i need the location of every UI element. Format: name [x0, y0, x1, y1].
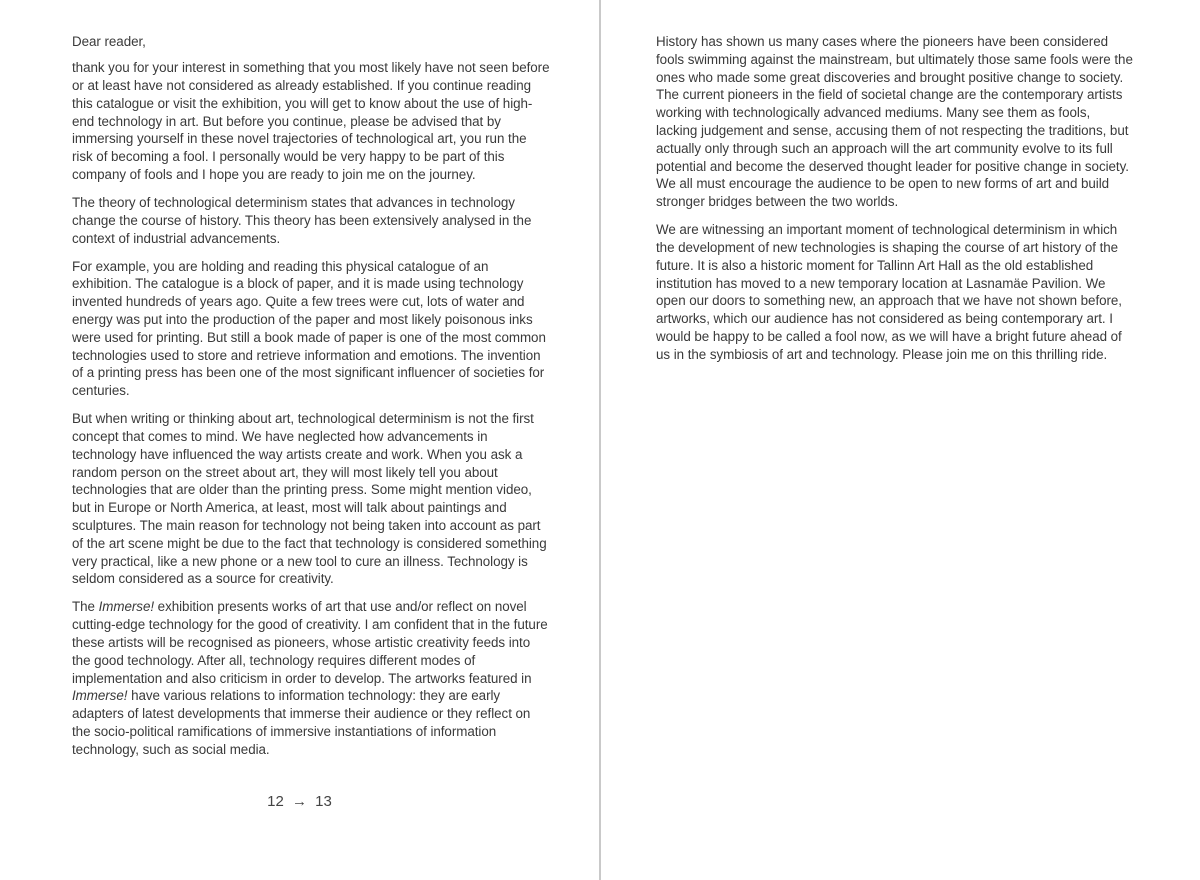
paragraph-5-text-1: The [72, 599, 99, 615]
paragraph-5-text-3: have various relations to information technology: they are early adapters of latest developments that immerse their audience or they reflect on the socio-political ramifications of immersive instantiations of information technology, such as social media. [72, 688, 531, 757]
page-number-end: 13 [315, 793, 332, 810]
left-page [0, 0, 599, 880]
right-page-text [656, 33, 1134, 374]
paragraph-5 [72, 598, 550, 758]
paragraph-6: History has shown us many cases where the pioneers have been considered fools swimming against the mainstream, but ultimately those same fools were the ones who made some great discoveries and brought positive change to society. The current pioneers in the field of societal change are the contemporary artists working with technologically advanced mediums. Many see them as fools, lacking judgement and sense, accusing them of not respecting the traditions, but actually only through such an approach will the art community evolve to its full potential and become the deserved thought leader for positive change in society. We all must encourage the audience to be open to new forms of art and build stronger bridges between the two worlds. [656, 34, 1133, 210]
paragraph-5-text-2: exhibition presents works of art that use and/or reflect on novel cutting-edge technology for the good of creativity. I am confident that in the future these artists will be recognised as pioneers, whose artistic creativity feeds into the good technology. After all, technology requires different modes of implementation and also criticism in order to develop. The artworks featured in [72, 599, 548, 686]
paragraph-7: We are witnessing an important moment of technological determinism in which the development of new technologies is shaping the course of art history of the future. It is also a historic moment for Tallinn Art Hall as the old established institution has moved to a new temporary location at Lasnamäe Pavilion. We open our doors to something new, an approach that we have not shown before, artworks, which our audience has not considered as being contemporary art. I would be happy to be called a fool now, as we will have a bright future ahead of us in the symbiosis of art and technology. Please join me on this thrilling ride. [656, 222, 1122, 362]
right-page [601, 0, 1200, 880]
page-number-start: 12 [267, 793, 284, 810]
arrow-right-icon: → [292, 793, 307, 810]
exhibition-title: Immerse! [72, 688, 128, 704]
paragraph-1: thank you for your interest in something that you most likely have not seen before or at least have not considered as already established. If you continue reading this catalogue or visit the exhibition, you will get to know about the use of high-end technology in art. But before you continue, please be advised that by immersing yourself in these novel trajectories of technological art, you run the risk of becoming a fool. I personally would be very happy to be part of this company of fools and I hope you are ready to join me on the journey. [72, 60, 550, 183]
page-numbers [0, 793, 599, 811]
paragraph-4: But when writing or thinking about art, technological determinism is not the first concept that comes to mind. We have neglected how advancements in technology have influenced the way artists create and work. When you ask a random person on the street about art, they will most likely tell you about technologies that are older than the printing press. Some might mention video, but in Europe or North America, at least, most will talk about paintings and sculptures. The main reason for technology not being taken into account as part of the art scene might be due to the fact that technology is considered something very practical, like a new phone or a new tool to cure an illness. Technology is seldom considered as a source for creativity. [72, 411, 547, 587]
paragraph-3: For example, you are holding and reading this physical catalogue of an exhibition. The catalogue is a block of paper, and it is made using technology invented hundreds of years ago. Quite a few trees were cut, lots of water and energy was put into the production of the paper and most likely poisonous inks were used for printing. But still a book made of paper is one of the most common technologies used to store and retrieve information and emotions. The invention of a printing press has been one of the most significant influencer of societies for centuries. [72, 258, 546, 399]
left-page-text [72, 33, 550, 769]
paragraph-2: The theory of technological determinism states that advances in technology change the course of history. This theory has been extensively analysed in the context of industrial advancements. [72, 195, 532, 246]
exhibition-title: Immerse! [98, 599, 155, 615]
salutation: Dear reader, [72, 34, 146, 49]
